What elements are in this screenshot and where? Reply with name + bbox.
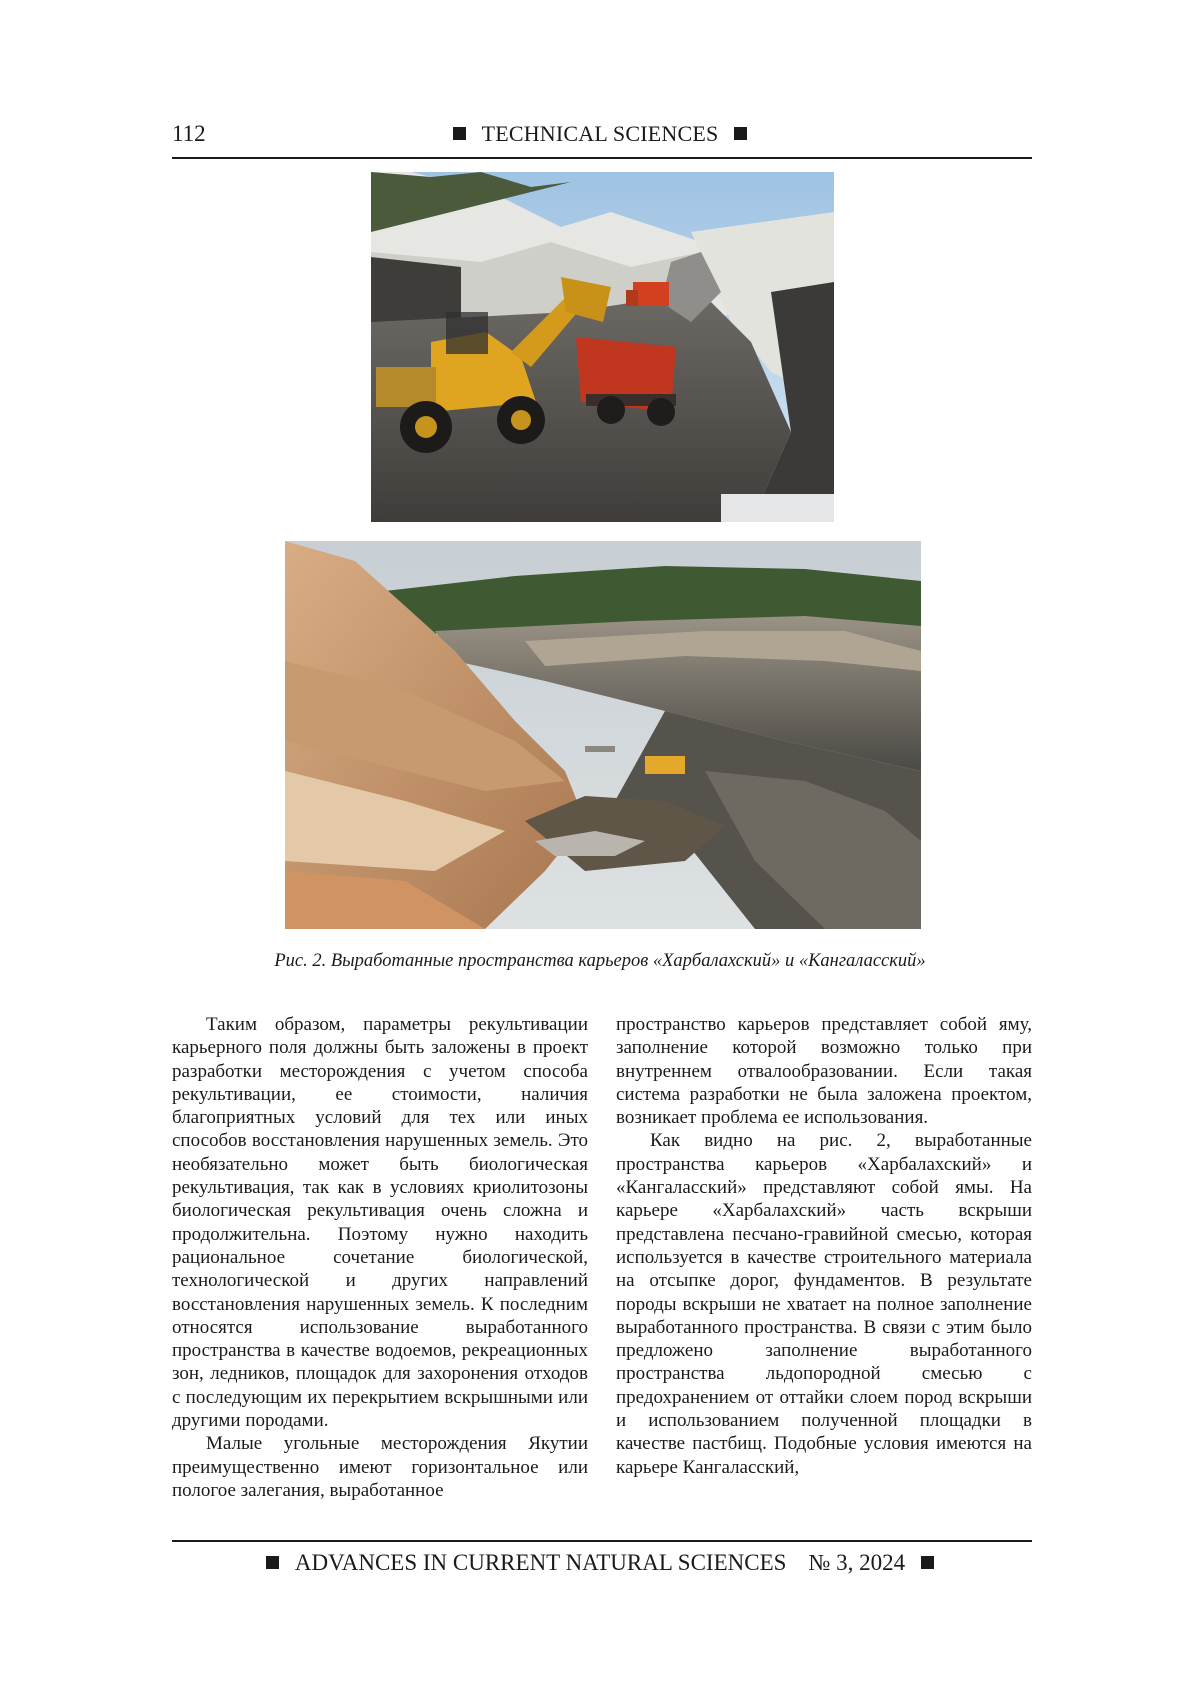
paragraph: пространство карьеров представляет собой яму, заполнение которой возможно только при внутреннем отвалообразовании. Если такая система разработки не была заложена проектом, возникает проблема ее использования.	[616, 1014, 1032, 1129]
text-column-left	[172, 1013, 588, 1502]
figure-photo-kharbalakhsky-quarry	[371, 172, 834, 522]
paragraph: Таким образом, параметры рекультивации карьерного поля должны быть заложены в проект разработки месторождения с учетом способа рекультивации, ее стоимости, наличия благоприятных условий для тех или иных способов восстановления нарушенных земель. Это необязательно может быть биологическая рекультивация, так как в условиях криолитозоны биологическая рекультивация очень сложна и продолжительна. Поэтому нужно находить рациональное сочетание биологической, технологической и других направлений восстановления нарушенных земель. К последним относятся использование выработанного пространства в качестве водоемов, рекреационных зон, ледников, площадок для захоронения отходов с последующим их перекрытием вскрышными или другими породами.	[172, 1014, 588, 1432]
figure-caption: Рис. 2. Выработанные пространства карьеров «Харбалахский» и «Кангаласский»	[274, 951, 926, 971]
paragraph: Как видно на рис. 2, выработанные пространства карьеров «Харбалахский» и «Кангаласский» представляют собой ямы. На карьере «Харбалахский» часть вскрыши представлена песчано-гравийной смесью, которая используется в качестве строительного материала на отсыпке дорог, фундаментов. В результате породы вскрыши не хватает на полное заполнение выработанного пространства. В связи с этим было предложено заполнение выработанного пространства льдопородной смесью с предохранением от оттайки слоем пород вскрыши и использованием полученной площадки в качестве пастбищ. Подобные условия имеются на карьере Кангаласский,	[616, 1130, 1032, 1478]
running-header	[0, 121, 1200, 147]
journal-title: ADVANCES IN CURRENT NATURAL SCIENCES	[294, 1550, 787, 1575]
issue-number: № 3, 2024	[808, 1550, 906, 1575]
square-bullet-icon	[266, 1556, 279, 1569]
header-rule	[172, 157, 1032, 159]
text-column-right	[616, 1013, 1032, 1479]
paragraph: Малые угольные месторождения Якутии преимущественно имеют горизонтальное или пологое залегания, выработанное	[172, 1433, 588, 1501]
square-bullet-icon	[453, 127, 466, 140]
footer-rule	[172, 1540, 1032, 1542]
page-number: 112	[172, 121, 206, 146]
square-bullet-icon	[921, 1556, 934, 1569]
square-bullet-icon	[734, 127, 747, 140]
running-footer	[0, 1550, 1200, 1576]
figure-photo-kangalassky-quarry	[285, 541, 921, 929]
section-title: TECHNICAL SCIENCES	[481, 121, 719, 146]
